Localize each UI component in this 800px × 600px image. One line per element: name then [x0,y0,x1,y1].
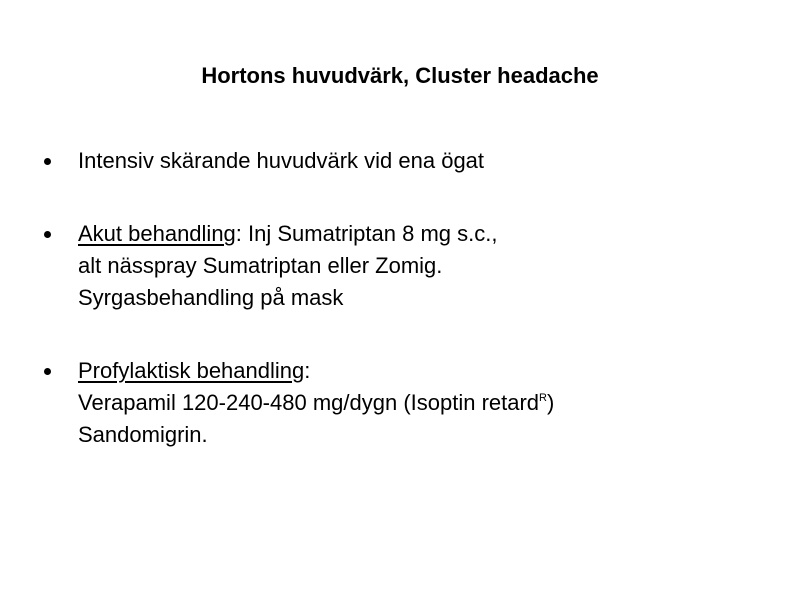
bullet-text: Sandomigrin. [78,422,208,447]
bullet-symptom [40,145,760,177]
bullet-dot-icon [44,158,51,165]
slide-title: Hortons huvudvärk, Cluster headache [201,63,599,88]
bullet-text: Verapamil 120-240-480 mg/dygn (Isoptin retard [78,390,540,415]
bullet-line [78,387,760,419]
bullet-prophylactic-treatment [40,355,760,451]
bullet-text: Inj Sumatriptan 8 mg s.c., [241,221,498,246]
bullet-text: ) [547,390,555,415]
bullet-dot-icon [44,368,51,375]
bullet-text: Syrgasbehandling på mask [78,285,344,310]
bullet-dot-icon [44,231,51,238]
bullet-line [78,355,760,387]
bullet-line [78,218,760,250]
prophylactic-treatment-label: Profylaktisk behandling [78,358,305,383]
bullet-list [40,145,760,451]
label-separator: : [235,221,242,246]
bullet-acute-treatment [40,218,760,314]
label-separator: : [304,358,311,383]
bullet-text: alt nässpray Sumatriptan eller Zomig. [78,253,443,278]
bullet-text: Intensiv skärande huvudvärk vid ena ögat [78,148,485,173]
acute-treatment-label: Akut behandling [78,221,236,246]
registered-mark: R [539,392,547,404]
